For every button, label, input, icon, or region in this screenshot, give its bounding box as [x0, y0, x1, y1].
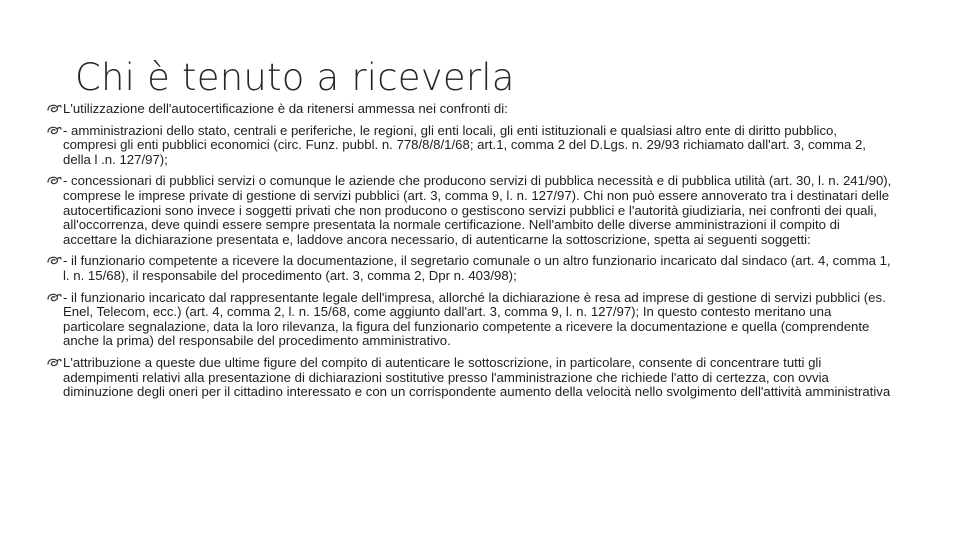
list-item-text: L'attribuzione a queste due ultime figure del compito di autenticare le sottoscrizione, in particolare, consente di concentrare tutti gli adempimenti relativi alla presentazione di dichiarazioni sostitutive presso l'amministrazione che richiede l'atto di certezza, con ovvia diminuzione degli oneri per il cittadino interessato e con un corrispondente aumento della velocità nello svolgimento dell'attività amministrativa	[63, 354, 891, 400]
swirl-bullet-icon	[46, 356, 62, 370]
list-item-text: - il funzionario incaricato dal rappresentante legale dell'impresa, allorché la dichiarazione è resa ad imprese di gestione di servizi pubblici (es. Enel, Telecom, ecc.) (art. 4, comma 2, l. n. 15/68, come aggiunto dall'art. 3, comma 9, l. n. 127/97); In questo contesto meritano una particolare segnalazione, data la loro rilevanza, la figura del funzionario competente a ricevere la documentazione e quella (comprendente anche la prima) del responsabile del procedimento amministrativo.	[63, 289, 886, 349]
list-item-text: - amministrazioni dello stato, centrali e periferiche, le regioni, gli enti locali, gli enti istituzionali e qualsiasi altro ente di diritto pubblico, compresi gli enti pubblici economici (circ. Funz. pubbl. n. 778/8/8/1/68; art.1, comma 2 del D.Lgs. n. 29/93 richiamato dall'art. 3, comma 2, della l .n. 127/97);	[63, 122, 866, 167]
swirl-bullet-icon	[46, 102, 62, 116]
list-item-text: - il funzionario competente a ricevere la documentazione, il segretario comunale o un altro funzionario incaricato dal sindaco (art. 4, comma 1, l. n. 15/68), il responsabile del procedimento (art. 3, comma 2, Dpr n. 403/98);	[63, 253, 891, 283]
list-item	[46, 124, 892, 168]
list-item	[46, 356, 892, 400]
swirl-bullet-icon	[46, 124, 62, 138]
swirl-bullet-icon	[46, 174, 62, 188]
swirl-bullet-icon	[46, 291, 62, 305]
list-item-text: - concessionari di pubblici servizi o comunque le aziende che producono servizi di pubblica necessità e di pubblica utilità (art. 30, l. n. 241/90), comprese le imprese private di gestione di servizi pubblici (art. 3, comma 9, l. n. 127/97). Chi non può essere annoverato tra i destinatari delle autocertificazioni sono invece i soggetti privati che non producono o gestiscono servizi pubblici e l'autorità giudiziaria, nei confronti dei quali, all'occorrenza, deve quindi essere sempre presentata la normale certificazione. Nell'ambito delle diverse amministrazioni il compito di accettare la dichiarazione presentata e, laddove ancora necessario, di autenticarne la sottoscrizione, spetta ai seguenti soggetti:	[63, 173, 892, 247]
list-item	[46, 291, 892, 349]
swirl-bullet-icon	[46, 254, 62, 268]
bullet-list	[46, 102, 892, 407]
list-item	[46, 174, 892, 247]
list-item	[46, 102, 892, 117]
list-item	[46, 254, 892, 283]
list-item-text: L'utilizzazione dell'autocertificazione è da ritenersi ammessa nei confronti di:	[63, 101, 508, 116]
slide-title: Chi è tenuto a riceverla	[75, 56, 515, 99]
